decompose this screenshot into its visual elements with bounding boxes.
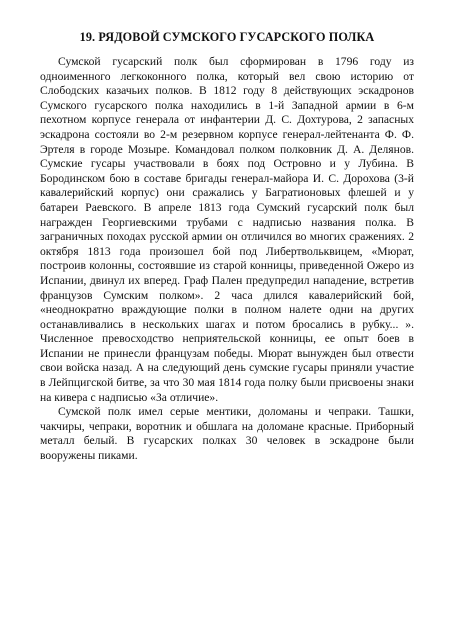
paragraph-regiment-history: Сумской гусарский полк был сформирован в 1796 году из одноименного легкоконного полка, который вел свою историю от Слободских казачьих полков. В 1812 году 8 действующих эскадронов Сумского гусарского полка находились в 1-й Западной армии в 6-м пехотном корпусе генерала от инфантерии Д. С. Дохтурова, 2 запасных эскадрона состояли во 2-м резервном корпусе генерал-лейтенанта Ф. Ф. Эртеля в городе Мозыре. Командовал полком полковник Д. А. Делянов. Сумские гусары участвовали в боях под Островно и у Лубина. В Бородинском бою в составе бригады генерал-майора И. С. Дорохова (3-й кавалерийский корпус) они сражались у Багратионовых флешей и у батареи Раевского. В апреле 1813 года Сумский гусарский полк был награжден Георгиевскими трубами с надписью названия полка. В заграничных походах русской армии он отличился во многих сражениях. 2 октября 1813 года произошел бой под Либертвольквицем, «Мюрат, построив колонны, состоявшие из старой конницы, приведенной Ожеро из Испании, двинул их вперед. Граф Пален предупредил нападение, встретив французов Сумским полком». 2 часа длился кавалерийский бой, «неоднократно враждующие полки в полном налете одни на других останавливались в нескольких шагах и потом бросались в рубку... ». Численное превосходство неприятельской конницы, ее опыт боев в Испании не принесли французам победы. Мюрат вынужден был отвести свои войска назад. А на следующий день сумские гусары приняли участие в Лейпцигской битве, за что 30 мая 1814 года полку были присвоены знаки на кивера с надписью «За отличие». xyxy=(40,55,414,404)
paragraph-uniform: Сумской полк имел серые ментики, доломаны и чепраки. Ташки, чакчиры, чепраки, воротник и обшлага на доломане красные. Приборный металл белый. В гусарских полках 30 человек в эскадроне были вооружены пиками. xyxy=(40,405,414,463)
page-heading: 19. РЯДОВОЙ СУМСКОГО ГУСАРСКОГО ПОЛКА xyxy=(79,30,375,44)
document-page xyxy=(40,30,414,464)
